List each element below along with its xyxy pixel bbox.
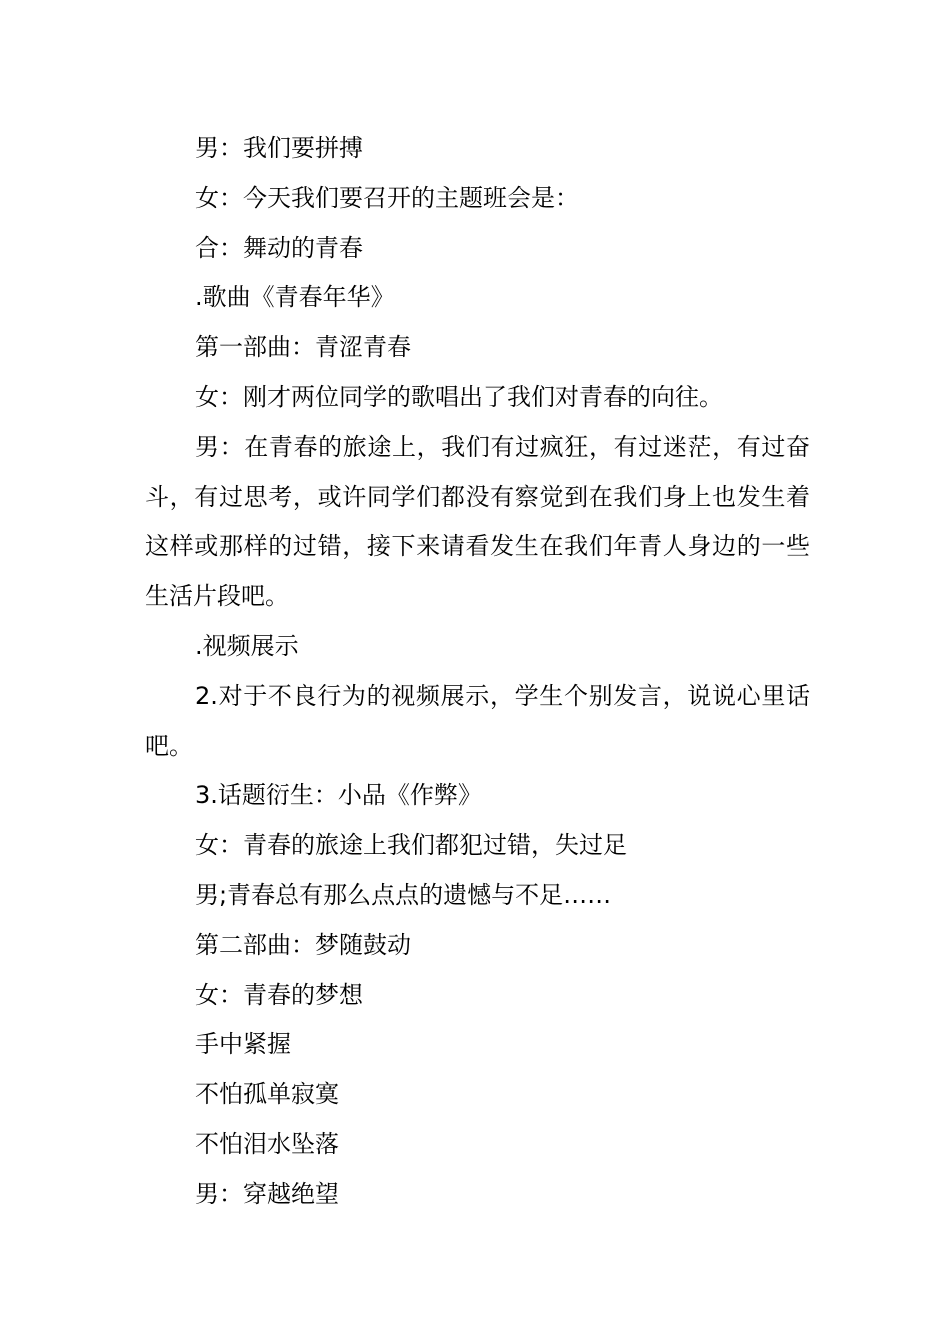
paragraph: 第二部曲：梦随鼓动 [195, 930, 411, 959]
paragraph: 不怕泪水坠落 [195, 1129, 339, 1158]
paragraph: 男;青春总有那么点点的遗憾与不足…… [195, 880, 612, 909]
paragraph: 女：青春的旅途上我们都犯过错，失过足 [195, 831, 627, 860]
paragraph: 女：刚才两位同学的歌唱出了我们对青春的向往。 [195, 382, 723, 411]
paragraph: 男：穿越绝望 [195, 1179, 339, 1208]
paragraph: 3.话题衍生：小品《作弊》 [195, 781, 482, 810]
paragraph: 女：今天我们要召开的主题班会是： [195, 183, 579, 212]
paragraph: 不怕孤单寂寞 [195, 1080, 339, 1109]
paragraph: 手中紧握 [195, 1030, 291, 1059]
paragraph: 2.对于不良行为的视频展示，学生个别发言，说说心里话吧。 [145, 681, 810, 760]
paragraph: 合：舞动的青春 [195, 233, 363, 262]
paragraph: 男：我们要拼搏 [195, 134, 363, 162]
paragraph: .视频展示 [195, 631, 299, 660]
document-body [145, 124, 810, 1220]
paragraph: 男：在青春的旅途上，我们有过疯狂，有过迷茫，有过奋斗，有过思考，或许同学们都没有察觉到在我们身上也发生着这样或那样的过错，接下来请看发生在我们年青人身边的一些生活片段吧。 [145, 432, 810, 611]
paragraph: 女：青春的梦想 [195, 980, 363, 1009]
paragraph: 第一部曲：青涩青春 [195, 333, 411, 362]
paragraph: .歌曲《青春年华》 [195, 283, 395, 312]
